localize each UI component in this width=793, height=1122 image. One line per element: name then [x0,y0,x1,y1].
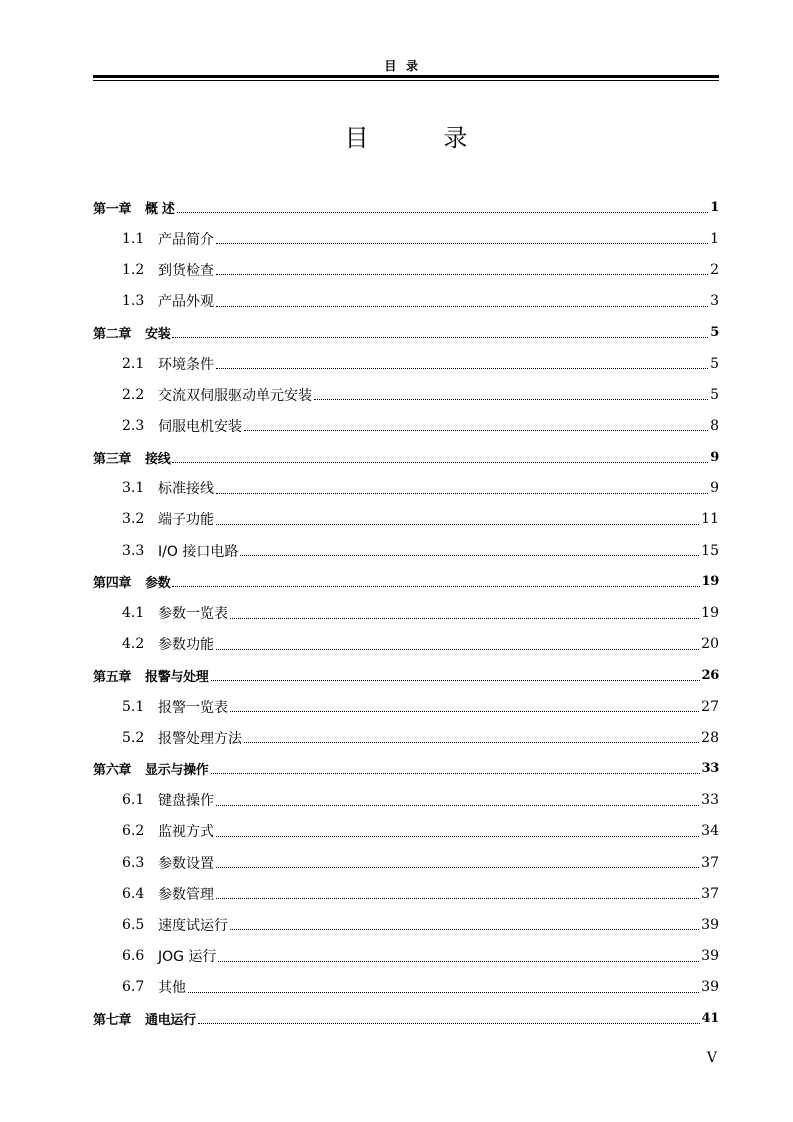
page-title: 目 录 [344,124,502,152]
toc-entry-page: 39 [701,979,719,996]
toc-entry-label: 键盘操作 [158,793,214,810]
toc-entry-number: 1.2 [122,261,145,278]
toc-entry-label: 接线 [145,451,171,467]
toc-entry-number: 第六章 [93,763,132,779]
toc-entry-page: 15 [701,542,719,559]
toc-entry-label: 速度试运行 [158,917,228,934]
toc-entry-page: 37 [701,854,719,871]
toc-section-entry[interactable] [93,722,719,753]
toc-entry-page: 33 [701,761,719,777]
toc-section-entry[interactable] [93,379,719,410]
toc-entry-label: 环境条件 [158,356,214,373]
toc-entry-page: 20 [701,636,719,653]
toc-entry-page: 26 [701,667,719,683]
toc-entry-page: 5 [710,386,719,403]
toc-chapter-entry[interactable] [93,442,719,473]
toc-dot-leader [198,1023,700,1024]
toc-section-entry[interactable] [93,473,719,504]
toc-dot-leader [216,524,699,525]
toc-entry-label: 产品简介 [158,231,214,248]
toc-chapter-entry[interactable] [93,660,719,691]
toc-entry-number: 5.1 [122,698,145,715]
toc-dot-leader [216,898,699,899]
toc-entry-page: 1 [710,230,719,247]
toc-section-entry[interactable] [93,286,719,317]
toc-dot-leader [216,493,708,494]
toc-entry-page: 19 [701,574,719,590]
toc-dot-leader [314,399,708,400]
toc-entry-page: 39 [701,948,719,965]
toc-dot-leader [230,618,699,619]
toc-dot-leader [216,649,699,650]
toc-section-entry[interactable] [93,941,719,972]
toc-entry-label: JOG 运行 [158,949,217,966]
toc-section-entry[interactable] [93,504,719,535]
toc-dot-leader [211,773,700,774]
toc-section-entry[interactable] [93,878,719,909]
toc-entry-page: 5 [710,355,719,372]
toc-section-entry[interactable] [93,909,719,940]
toc-entry-number: 6.6 [122,948,145,965]
toc-section-entry[interactable] [93,348,719,379]
toc-entry-page: 19 [701,605,719,622]
toc-section-entry[interactable] [93,597,719,628]
toc-entry-number: 6.7 [122,979,145,996]
toc-entry-label: 参数功能 [158,637,214,654]
page-number: V [706,1050,717,1066]
toc-dot-leader [216,836,699,837]
toc-entry-label: 参数管理 [158,886,214,903]
toc-entry-number: 5.2 [122,729,145,746]
toc-entry-number: 1.1 [122,230,145,247]
toc-entry-page: 37 [701,885,719,902]
toc-entry-number: 3.3 [122,542,145,559]
toc-entry-number: 2.3 [122,417,145,434]
toc-dot-leader [216,805,699,806]
toc-dot-leader [244,430,708,431]
toc-entry-number: 4.2 [122,636,145,653]
toc-dot-leader [172,586,699,587]
toc-dot-leader [216,274,708,275]
toc-dot-leader [216,306,708,307]
toc-chapter-entry[interactable] [93,566,719,597]
toc-entry-label: 参数一览表 [158,606,228,623]
toc-entry-number: 3.2 [122,511,145,528]
toc-entry-label: 参数 [145,576,171,592]
toc-entry-number: 6.2 [122,823,145,840]
toc-entry-number: 3.1 [122,480,145,497]
toc-entry-label: 显示与操作 [145,763,209,779]
toc-section-entry[interactable] [93,816,719,847]
toc-entry-page: 1 [710,200,719,216]
toc-entry-page: 9 [710,480,719,497]
toc-entry-label: I/O 接口电路 [158,543,239,560]
toc-entry-page: 3 [710,293,719,310]
toc-entry-label: 安装 [145,326,171,342]
toc-entry-label: 标准接线 [158,481,214,498]
toc-entry-number: 第一章 [93,202,132,218]
toc-entry-label: 伺服电机安装 [158,418,242,435]
toc-entry-number: 2.2 [122,386,145,403]
header-rule-thin [93,80,719,81]
toc-entry-page: 11 [701,511,719,528]
toc-entry-number: 第三章 [93,451,132,467]
toc-entry-label: 通电运行 [145,1012,196,1028]
toc-entry-number: 第四章 [93,576,132,592]
toc-entry-page: 8 [710,417,719,434]
toc-entry-label: 到货检查 [158,262,214,279]
toc-entry-number: 1.3 [122,293,145,310]
toc-entry-number: 第七章 [93,1012,132,1028]
toc-dot-leader [188,992,699,993]
toc-section-entry[interactable] [93,535,719,566]
toc-entry-page: 5 [710,324,719,340]
toc-entry-label: 概 述 [145,202,175,218]
toc-dot-leader [244,742,699,743]
header-rule-thick [93,75,719,78]
toc-entry-page: 41 [701,1010,719,1026]
toc-entry-label: 其他 [158,980,186,997]
toc-entry-page: 9 [710,449,719,465]
toc-entry-page: 2 [710,261,719,278]
toc-dot-leader [172,337,708,338]
toc-chapter-entry[interactable] [93,192,719,223]
toc-section-entry[interactable] [93,691,719,722]
toc-entry-number: 2.1 [122,355,145,372]
toc-section-entry[interactable] [93,254,719,285]
toc-dot-leader [172,462,708,463]
toc-dot-leader [211,680,700,681]
toc-section-entry[interactable] [93,223,719,254]
toc-chapter-entry[interactable] [93,1003,719,1034]
toc-chapter-entry[interactable] [93,753,719,784]
toc-section-entry[interactable] [93,785,719,816]
toc-entry-label: 报警处理方法 [158,730,242,747]
toc-dot-leader [216,243,708,244]
toc-entry-page: 39 [701,916,719,933]
toc-entry-page: 33 [701,792,719,809]
toc-chapter-entry[interactable] [93,317,719,348]
toc-dot-leader [230,711,699,712]
toc-entry-number: 6.4 [122,885,145,902]
toc-entry-label: 监视方式 [158,824,214,841]
toc-entry-page: 34 [701,823,719,840]
toc-entry-label: 报警一览表 [158,699,228,716]
running-header: 目录 [384,59,428,73]
toc-dot-leader [240,555,699,556]
toc-entry-page: 27 [701,698,719,715]
toc-entry-label: 参数设置 [158,855,214,872]
toc-dot-leader [218,961,699,962]
toc-entry-page: 28 [701,729,719,746]
toc-section-entry[interactable] [93,629,719,660]
toc-entry-number: 第五章 [93,669,132,685]
toc-entry-label: 端子功能 [158,512,214,529]
toc-dot-leader [230,929,699,930]
toc-entry-label: 报警与处理 [145,669,209,685]
table-of-contents [93,192,719,1034]
toc-section-entry[interactable] [93,410,719,441]
toc-entry-number: 6.3 [122,854,145,871]
toc-section-entry[interactable] [93,972,719,1003]
toc-entry-number: 6.1 [122,792,145,809]
toc-section-entry[interactable] [93,847,719,878]
toc-entry-label: 交流双伺服驱动单元安装 [158,387,312,404]
toc-entry-number: 6.5 [122,916,145,933]
toc-entry-label: 产品外观 [158,294,214,311]
toc-entry-number: 4.1 [122,605,145,622]
toc-entry-number: 第二章 [93,326,132,342]
toc-dot-leader [216,867,699,868]
toc-dot-leader [177,212,709,213]
toc-dot-leader [216,368,708,369]
